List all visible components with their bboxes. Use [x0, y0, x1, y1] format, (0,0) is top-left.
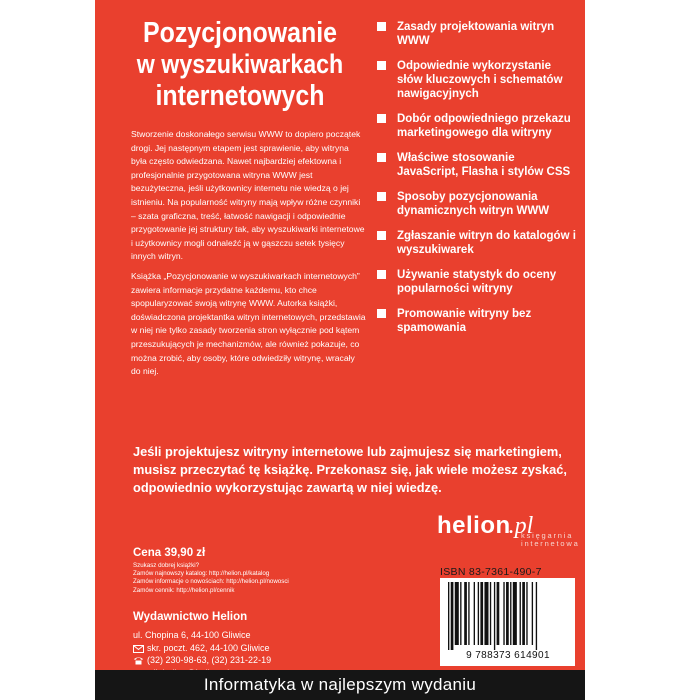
barcode-bar	[464, 582, 467, 645]
square-bullet-icon	[377, 153, 386, 162]
barcode-bar	[480, 582, 483, 645]
pricelist-link: Zamów cennik: http://helion.pl/cennik	[133, 586, 235, 594]
feature-text: Promowanie witryny bez spamowania	[397, 308, 532, 334]
square-bullet-icon	[377, 192, 386, 201]
barcode-number: 9 788373 614901	[466, 650, 550, 661]
barcode-bar	[513, 582, 517, 645]
square-bullet-icon	[377, 270, 386, 279]
barcode-bar	[532, 582, 533, 645]
feature-text: Zgłaszanie witryn do katalogów i wyszukiwarek	[397, 230, 576, 256]
catalog-links	[133, 562, 289, 595]
feature-item	[372, 151, 577, 179]
barcode-bars	[448, 582, 568, 650]
feature-text: Sposoby pozycjonowania dynamicznych witryn WWW	[397, 191, 550, 217]
barcode-bar	[506, 582, 509, 645]
logo-subtitle-line-1: księgarnia	[521, 531, 574, 540]
postbox-text: skr. poczt. 462, 44-100 Gliwice	[147, 642, 270, 653]
feature-item	[372, 59, 577, 101]
barcode-bar	[455, 582, 459, 645]
call-to-action: Jeśli projektujesz witryny internetowe lub zajmujesz się marketingiem, musisz przeczytać tę książkę. Przekonasz się, jak wiele możesz zyskać, odpowiednio wykorzystując zawartą w niej wiedzę.	[133, 444, 567, 495]
feature-item	[372, 307, 577, 335]
price: Cena 39,90 zł	[133, 547, 206, 559]
barcode-bar	[510, 582, 511, 645]
address-row	[133, 629, 271, 642]
barcode-bar	[520, 582, 521, 645]
title-line-1: Pozycjonowanie	[142, 17, 338, 49]
barcode-bar	[536, 582, 537, 650]
feature-item	[372, 112, 577, 140]
barcode-bar	[490, 582, 491, 645]
square-bullet-icon	[377, 231, 386, 240]
address-text: ul. Chopina 6, 44-100 Gliwice	[133, 630, 251, 640]
feature-text: Używanie statystyk do oceny popularności witryny	[397, 269, 557, 295]
feature-text: Dobór odpowiedniego przekazu marketingowego dla witryny	[397, 113, 571, 139]
logo-suffix: .pl	[508, 513, 534, 539]
feature-text: Właściwe stosowanie JavaScript, Flasha i stylów CSS	[397, 152, 571, 178]
barcode-bar	[460, 582, 461, 645]
feature-text: Odpowiednie wykorzystanie słów kluczowych i schematów nawigacyjnych	[397, 60, 563, 100]
envelope-icon	[133, 644, 145, 653]
square-bullet-icon	[377, 309, 386, 318]
phone-text: (32) 230-98-63, (32) 231-22-19	[147, 655, 272, 665]
barcode-bar	[474, 582, 475, 645]
links-intro: Szukasz dobrej książki?	[133, 562, 200, 569]
feature-item	[372, 20, 577, 48]
description-paragraph-1: Stworzenie doskonałego serwisu WWW to dopiero początek drogi. Jej następnym etapem jest sprawienie, aby witryna była często odwiedzana. Nawet najbardziej efektowna i profesjonalnie przygotowana witryna WWW jest bezużyteczna, jeśli użytkownicy internetu nie wiedzą o jej istnieniu. Na popularność witryny mają wpływ różne czynniki – szata graficzna, treść, łatwość nawigacji i odpowiednie przygotowanie jej struktury tak, aby wyszukiwarki internetowe i użytkownicy mogli odnaleźć ją w gąszczu setek tysięcy innych witryn.	[131, 129, 365, 262]
feature-item	[372, 229, 577, 257]
telephone-icon	[133, 656, 145, 665]
barcode-bar	[494, 582, 495, 650]
phone-row	[133, 654, 271, 667]
description	[131, 128, 366, 385]
barcode-bar	[484, 582, 488, 645]
square-bullet-icon	[377, 22, 386, 31]
barcode-bar	[448, 582, 449, 650]
catalog-link: Zamów najnowszy katalog: http://helion.pl/katalog	[133, 570, 270, 578]
description-paragraph-2: Książka „Pozycjonowanie w wyszukiwarkach internetowych” zawiera informacje przydatne każdemu, kto chce spopularyzować swoją witrynę WWW. Autorka książki, doświadczona projektantka witryn internetowych, przedstawia w niej nie tylko zasady tworzenia stron wyłącznie pod kątem przeszukujących je mechanizmów, ale również pokazuje, co można zrobić, aby osoby, które odwiedziły witrynę, wracały do niej.	[131, 270, 366, 377]
feature-list	[372, 20, 577, 346]
barcode-bar	[478, 582, 479, 645]
logo-main-text: helion	[437, 512, 511, 539]
feature-text: Zasady projektowania witryn WWW	[397, 21, 555, 47]
logo-subtitle	[521, 532, 611, 548]
feature-item	[372, 190, 577, 218]
barcode-bar	[451, 582, 454, 650]
title-line-2: w wyszukiwarkach	[136, 49, 344, 80]
postbox-row	[133, 642, 271, 655]
title-line-3: internetowych	[155, 79, 325, 112]
barcode-bar	[503, 582, 504, 645]
news-link: Zamów informacje o nowościach: http://helion.pl/nowosci	[133, 578, 289, 586]
feature-item	[372, 268, 577, 296]
square-bullet-icon	[377, 114, 386, 123]
square-bullet-icon	[377, 61, 386, 70]
logo-subtitle-line-2: internetowa	[521, 539, 580, 548]
barcode-bar	[522, 582, 525, 645]
publisher-name: Wydawnictwo Helion	[133, 611, 248, 623]
barcode-bar	[526, 582, 527, 645]
isbn: ISBN 83-7361-490-7	[440, 566, 542, 578]
helion-logo	[437, 512, 580, 548]
barcode-bar	[468, 582, 469, 645]
barcode-bar	[497, 582, 500, 645]
series-footer: Informatyka w najlepszym wydaniu	[95, 670, 585, 700]
book-title	[128, 18, 352, 111]
barcode	[440, 578, 575, 666]
